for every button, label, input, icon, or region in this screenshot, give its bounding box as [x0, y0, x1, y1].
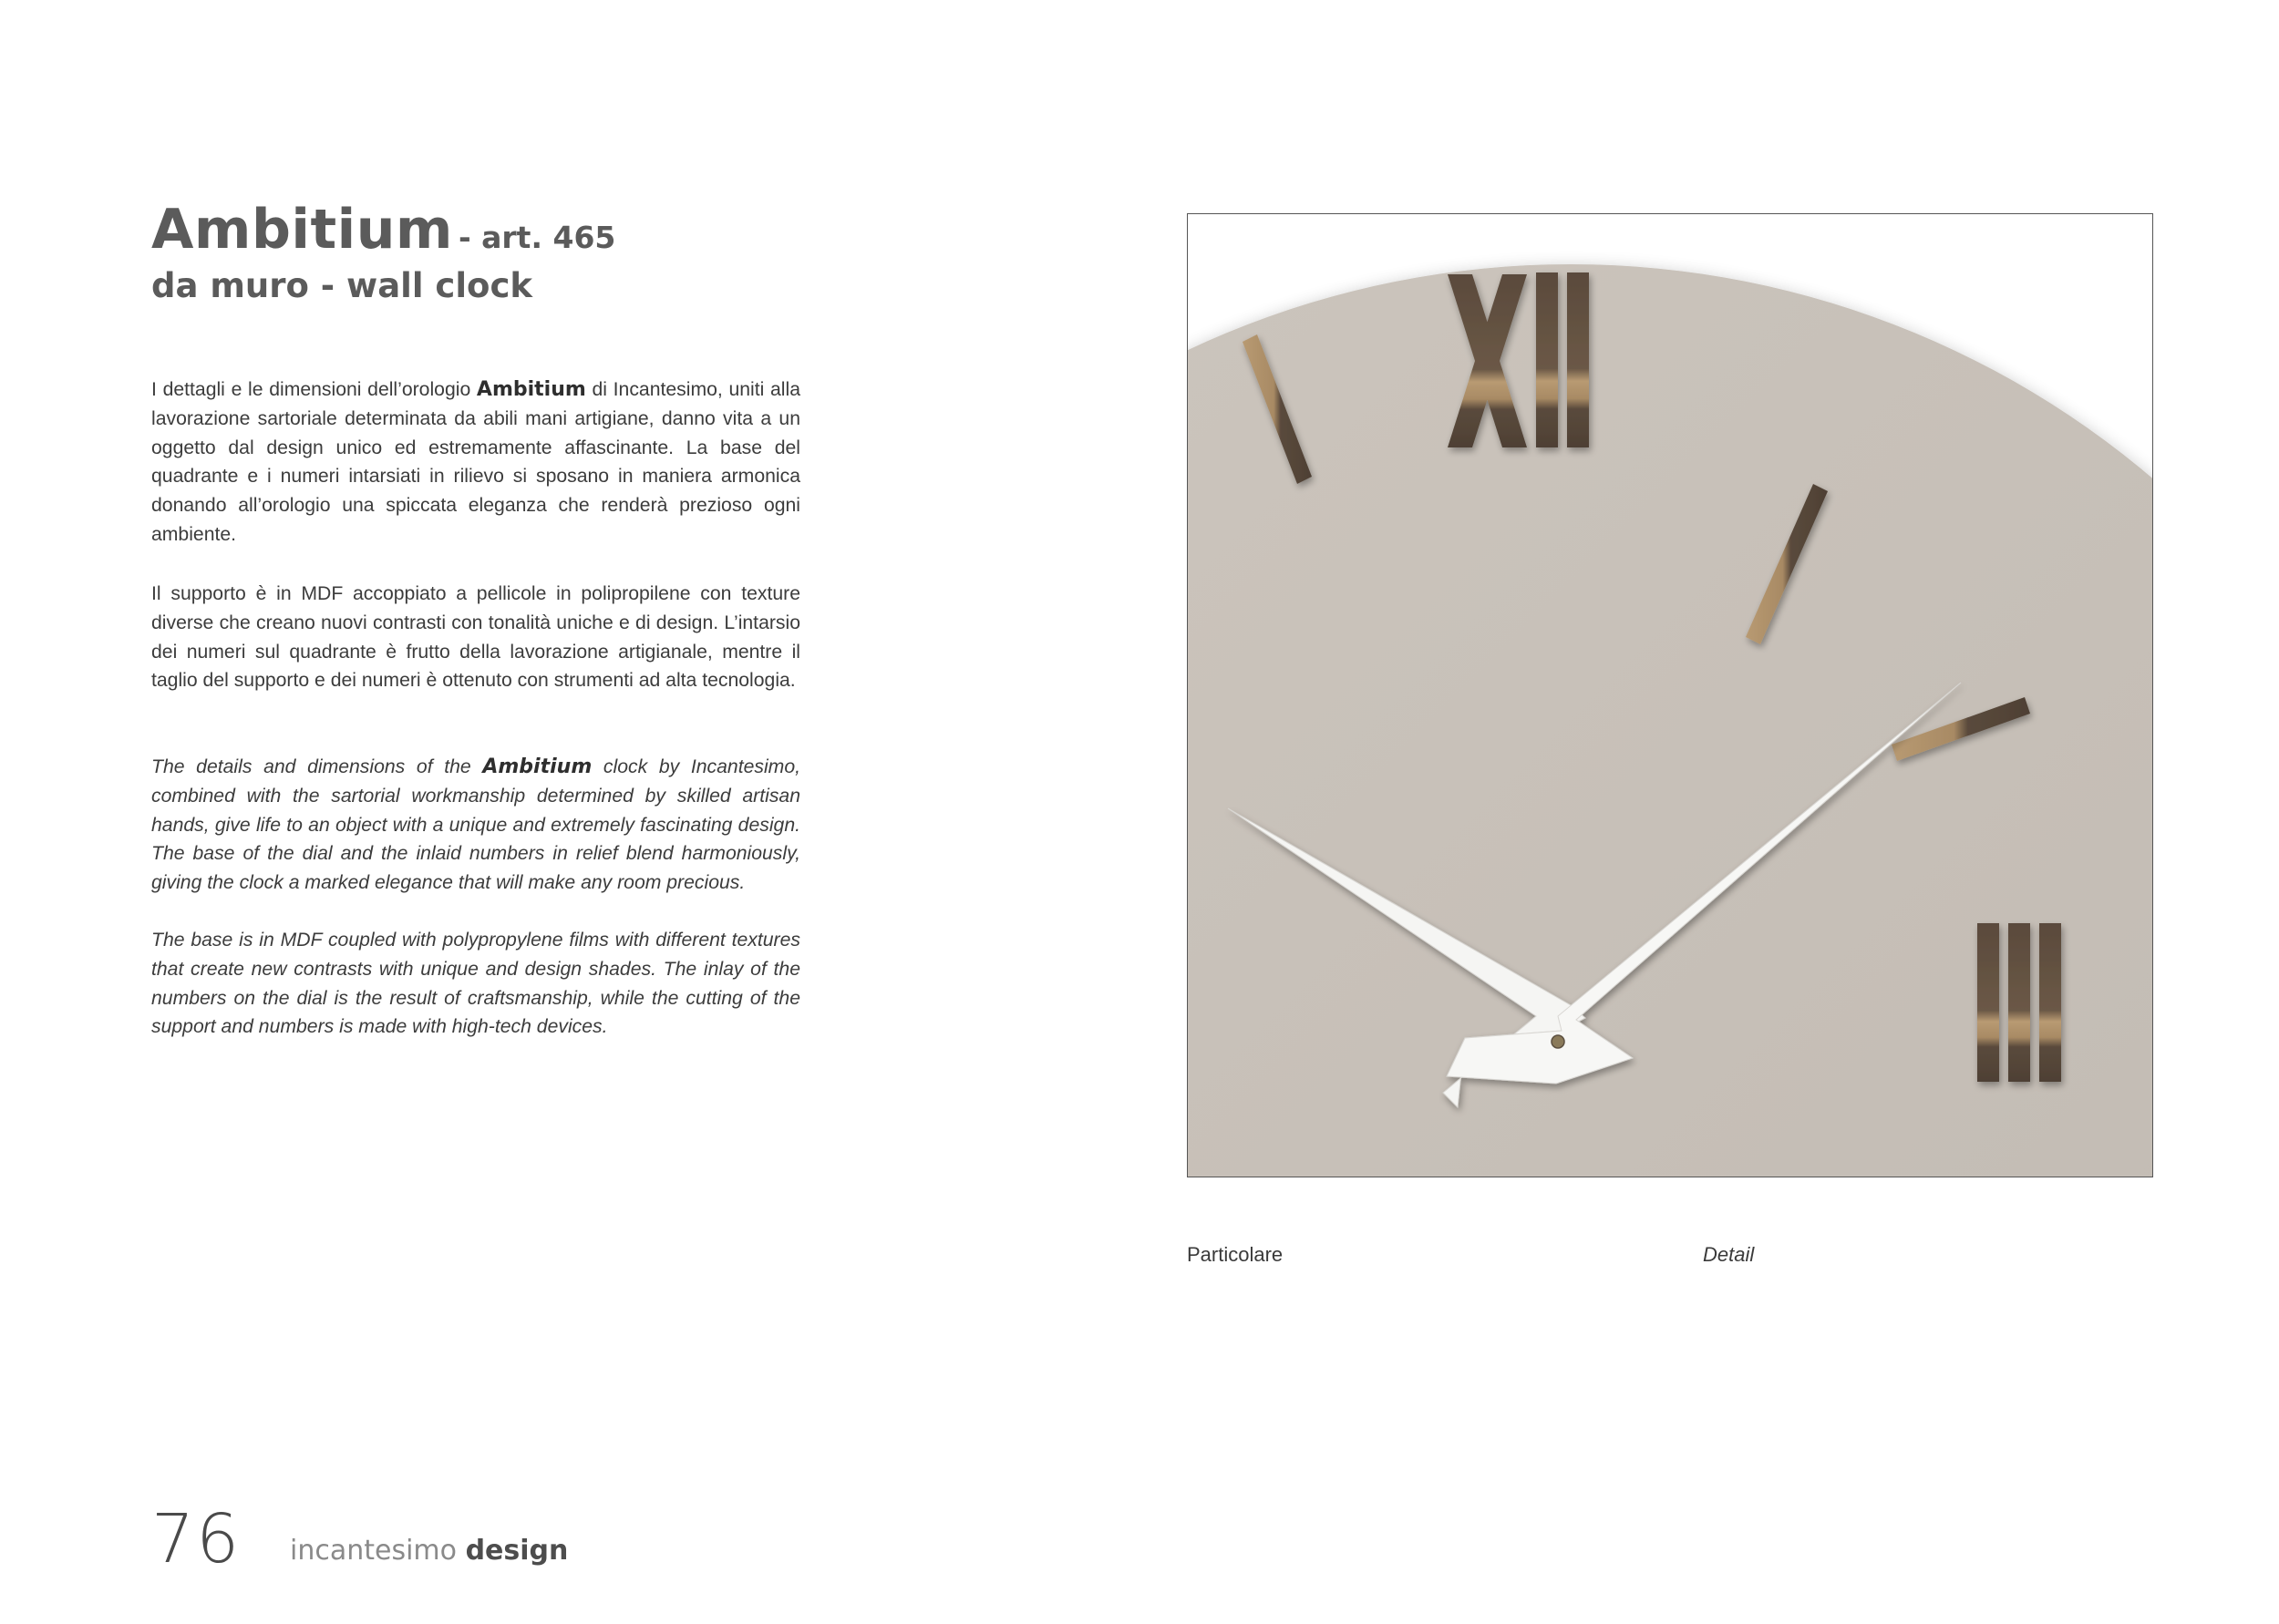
footer-brand: [290, 1535, 568, 1567]
brand-name: Ambitium: [482, 755, 593, 778]
page-number: 76: [151, 1500, 242, 1578]
clock-detail-photo: [1187, 213, 2153, 1177]
italian-p1-text-start: I dettagli e le dimensioni dell’orologio: [151, 379, 477, 400]
title-block: [151, 198, 616, 305]
caption-italian: Particolare: [1187, 1243, 1284, 1266]
italian-paragraph-2: [151, 580, 800, 695]
brand-name: Ambitium: [476, 378, 586, 401]
product-title-line: [151, 198, 616, 262]
italian-p1-text-end: di Incantesimo, uniti alla lavorazione sartoriale determinata da abili mani artigiane, danno vita a un oggetto dal design unico ed estremamente affascinante. La base del quadrante e i numeri intarsiati in rilievo si sposano in maniera armonica donando all’orologio una spiccata eleganza che renderà prezioso ogni ambiente.: [151, 379, 800, 545]
english-paragraph-2: [151, 926, 800, 1042]
footer-brand-bold: design: [465, 1535, 569, 1567]
clock-pin: [1552, 1035, 1564, 1048]
italian-paragraph-1: [151, 375, 800, 550]
article-number: - art. 465: [458, 220, 616, 255]
italian-p2-text: Il supporto è in MDF accoppiato a pellicole in polipropilene con texture diverse che creano nuovi contrasti con tonalità uniche e di design. L’intarsio dei numeri sul quadrante è frutto della lavorazione artigianale, mentre il taglio del supporto e dei numeri è ottenuto con strumenti ad alta tecnologia.: [151, 583, 800, 692]
english-p1-text-start: The details and dimensions of the: [151, 756, 483, 777]
product-subtitle: da muro - wall clock: [151, 266, 532, 305]
footer-brand-light: incantesimo: [290, 1535, 458, 1567]
english-p1-text-end: clock by Incantesimo, combined with the sartorial workmanship determined by skilled artisan hands, give life to an object with a unique and extremely fascinating design. The base of the dial and the inlaid numbers in relief blend harmoniously, giving the clock a marked elegance that will make any room precious.: [151, 756, 800, 894]
caption-english: Detail: [1703, 1243, 1755, 1266]
product-name: Ambitium: [151, 198, 453, 262]
english-p2-text: The base is in MDF coupled with polypropylene films with different textures that create new contrasts with unique and design shades. The inlay of the numbers on the dial is the result of craftsmanship, while the cutting of the support and numbers is made with high-tech devices.: [151, 930, 800, 1038]
numeral-iii: [1977, 923, 2061, 1082]
english-paragraph-1: [151, 753, 800, 898]
